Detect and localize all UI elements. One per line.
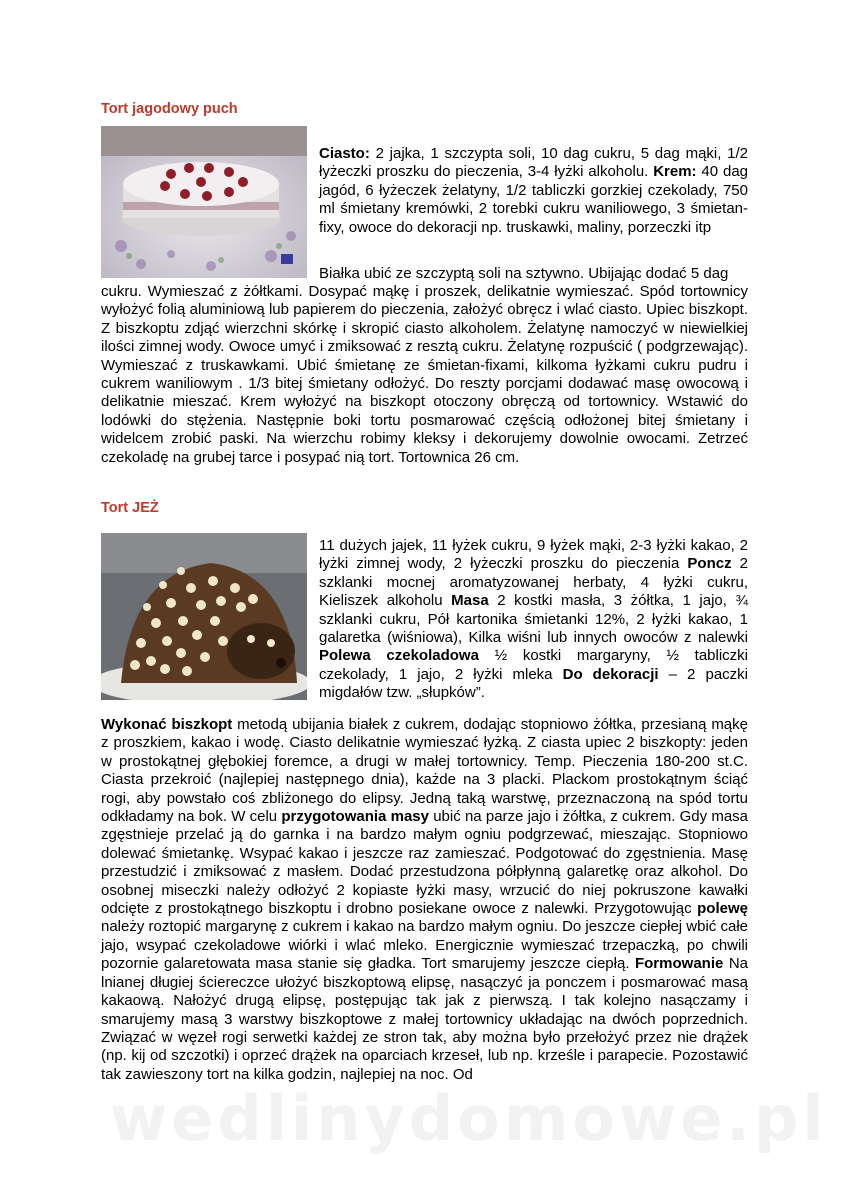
recipe1-ingredients — [319, 145, 748, 237]
recipe1-method-first-line: Białka ubić ze szczyptą soli na sztywno. Ubijając dodać 5 dag — [319, 265, 729, 282]
ciasto-label: Ciasto: — [319, 145, 370, 162]
krem-text: 40 dag jagód, 6 łyżeczek żelatyny, 1/2 tabliczki gorzkiej czekolady, 750 ml śmietany kremówki, 2 torebki cukru waniliowego, 3 śmietan-fixy, owoce do dekoracji np. truskawki, maliny, porzeczki itp — [319, 163, 749, 236]
polewa-label: Polewa czekoladowa — [319, 647, 479, 665]
method-masa-label: przygotowania masy — [281, 808, 429, 826]
recipe1-method: cukru. Wymieszać z żółtkami. Dosypać mąkę i proszek, delikatnie wymieszać. Spód tortownicy wyłożyć folią aluminiową lub papierem do pieczenia, założyć obręcz i wlać ciasto. Upiec biszkopt. Z biszkoptu zdjąć wierzchni skórkę i skropić ciasto alkoholem. Żelatynę namoczyć w niewielkiej ilości zimnej wody. Owoce umyć i zmiksować z resztą cukru. Żelatynę rozpuścić ( podgrzewając). Wymieszać z truskawkami. Ubić śmietanę ze śmietan-fixami, kilkoma łyżkami cukru pudru i cukrem waniliowym . 1/3 bitej śmietany odłożyć. Do reszty porcjami dodawać masę owocową i delikatnie mieszać. Krem wyłożyć na biszkopt otoczony obręczą od tortownicy. Wstawić do lodówki do stężenia. Następnie boki tortu posmarować częścią odłożonej bitej śmietany i widelcem zrobić paski. Na wierzchu robimy kleksy i dekorujemy dowolnie owocami. Zetrzeć czekoladę na grubej tarce i posypać nią tort. Tortownica 26 cm. — [101, 283, 748, 466]
recipe2-method — [101, 716, 748, 1084]
method-text-1: metodą ubijania białek z cukrem, dodając stopniowo żółtka, przesianą mąkę z proszkiem, kakao i wodę. Ciasto delikatnie wymieszać łyżką. Z ciasta upiec 2 biszkopty: jeden w prostokątnej głębokiej foremce, a drugi w małej tortownicy. Temp. Pieczenia 180-200 st.C. Ciasta przekroić (najlepiej następnego dnia), każde na 3 placki. Plackom prostokątnym ściąć rogi, aby powstało coś zbliżonego do elipsy. Jedną taką warstwę, przeznaczoną na spód tortu odkładamy na bok. W celu — [101, 716, 748, 826]
method-text-3: należy roztopić margarynę z cukrem i kakao na bardzo małym ogniu. Do jeszcze ciepłej wbić całe jajo, wsypać czekoladowe wiórki i wlać mleko. Energicznie wymieszać trzepaczką, po chwili pozornie galaretowata masa stanie się gładka. Tort smarujemy jeszcze ciepłą. — [101, 918, 748, 973]
dekoracja-label: Do dekoracji — [562, 665, 659, 683]
krem-label: Krem: — [653, 163, 697, 181]
method-biszkopt-label: Wykonać biszkopt — [101, 716, 233, 733]
recipe-title-hedgehog-cake: Tort JEŻ — [101, 500, 159, 516]
cake-photo — [101, 126, 307, 278]
method-text-4: Na lnianej długiej ściereczce ułożyć biszkoptową elipsę, nasączyć ja ponczem i posmarować masą kakaową. Nałożyć drugą elipsę, postępując tak jak z pierwszą. I tak kolejno nasączamy i smarujemy masą 3 warstwy biszkoptowe z małej tortownicy układając na dwóch poprzednich. Związać w węzeł rogi serwetki każdej ze stron tak, aby można było przełożyć przez nie drążek (np. kij od szczotki) i oprzeć drążek na oparciach krzeseł, lub np. krześle i parapecie. Pozostawić tak zawieszony tort na kilka godzin, najlepiej na noc. Od — [101, 955, 749, 1083]
ingredients-biszkopt: 11 dużych jajek, 11 łyżek cukru, 9 łyżek mąki, 2-3 łyżki kakao, 2 łyżki zimnej wody, 2 łyżeczki proszku do pieczenia — [319, 537, 748, 573]
poncz-label: Poncz — [687, 555, 732, 573]
ciasto-text: 2 jajka, 1 szczypta soli, 10 dag cukru, 5 dag mąki, 1/2 łyżeczki proszku do pieczenia, 3-4 łyżki alkoholu. — [319, 145, 748, 181]
recipe-title-blueberry-cake: Tort jagodowy puch — [101, 101, 238, 117]
recipe2-ingredients — [319, 537, 748, 703]
ingredients-poncz: 2 szklanki mocnej aromatyzowanej herbaty, 4 łyżki cukru, Kieliszek alkoholu — [319, 555, 749, 610]
method-formowanie-label: Formowanie — [634, 955, 724, 973]
ingredients-polewa: ½ kostki margaryny, ½ tabliczki czekolady, 1 jajo, 2 łyżki mleka — [319, 647, 748, 683]
masa-label: Masa — [451, 592, 489, 610]
method-text-2: ubić na parze jajo i żółtka, z cukrem. Gdy masa zgęstnieje przelać ją do garnka i na bardzo małym ogniu podgrzewać, mieszając. Stopniowo dolewać śmietankę. Wsypać kakao i jeszcze raz zamieszać. Podgotować do zgęstnienia. Masę przestudzić i zmiksować z masłem. Dodać przestudzona półpłynną galaretkę oraz alkohol. Do osobnej miseczki należy odłożyć 2 kopiaste łyżki masy, wrzucić do niej pokruszone kawałki odcięte z prostokątnego biszkoptu i drobno posiekane owoce z nalewki. Przygotowując — [101, 808, 749, 918]
ingredients-masa: 2 kostki masła, 3 żółtka, 1 jajo, ¾ szklanki cukru, Pół kartonika śmietanki 12%, 2 łyżki kakao, 1 galaretka (wiśniowa), Kilka wiśni lub innych owoców z nalewki — [319, 592, 748, 647]
method-polewa-label: polewę — [697, 900, 748, 918]
ingredients-dekoracja: – 2 paczki migdałów tzw. „słupków”. — [319, 665, 748, 702]
hedgehog-cake-photo — [101, 533, 307, 700]
watermark: wedlinydomowe.pl — [110, 1082, 828, 1155]
